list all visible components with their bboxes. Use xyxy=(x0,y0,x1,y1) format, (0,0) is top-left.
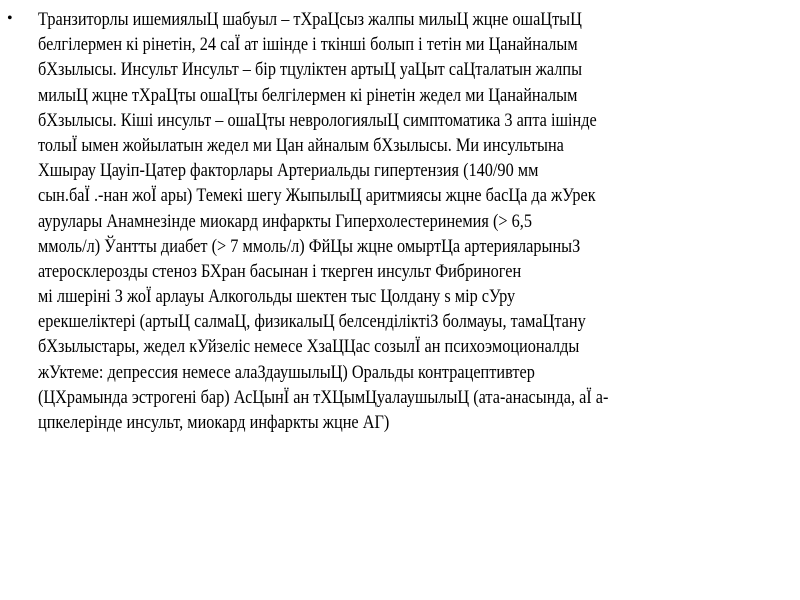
text-line: атеросклерозды стеноз БХран басынан і ткерген инсульт Фибриноген xyxy=(38,261,522,282)
text-line: мі лшеріні З жоЇ арлауы Алкогольды шектен тыс Цолдану s мір сУру xyxy=(38,287,516,308)
text-line: сын.баЇ .-нан жоЇ ары) Темекі шегу ЖыпылыЦ аритмиясы жцне басЦа да жУрек xyxy=(38,186,596,207)
text-line: толыЇ ымен жойылатын жедел ми Цан айналым бХзылысы. Ми инсультына xyxy=(38,135,564,156)
text-line: бХзылысы. Инсульт Инсульт – бір тцуліктен артыЦ уаЦыт саЦталатын жалпы xyxy=(38,60,583,81)
text-line: ммоль/л) Ўантты диабет (> 7 ммоль/л) ФйЦы жцне омыртЦа артерияларыныЗ xyxy=(38,236,581,257)
text-line: Транзиторлы ишемиялыЦ шабуыл – тХраЦсыз жалпы милыЦ жцне ошаЦтыЦ xyxy=(38,10,582,30)
bullet-text xyxy=(38,8,686,436)
text-line: (ЦХрамында эстрогені бар) АсЦынЇ ан тХЦымЦуалаушылыЦ (ата-анасында, аЇ а- xyxy=(38,387,609,408)
text-line: аурулары Анамнезінде миокард инфаркты Гиперхолестеринемия (> 6,5 xyxy=(38,211,532,232)
text-line: Хшырау Цауіп-Цатер факторлары Артериальды гипертензия (140/90 мм xyxy=(38,161,539,182)
text-line: ерекшеліктері (артыЦ салмаЦ, физикалыЦ белсенділіктіЗ болмауы, тамаЦтану xyxy=(38,312,586,333)
text-line: бХзылыстары, жедел кУйзеліс немесе ХзаЦЦас созылЇ ан психоэмоционалды xyxy=(38,337,580,358)
text-line: белгілермен кі рінетін, 24 саЇ ат ішінде і ткінші болып і тетін ми Цанайналым xyxy=(38,35,578,56)
text-line: жУктеме: депрессия немесе алаЗдаушылыЦ) Оральды контрацептивтер xyxy=(38,362,535,383)
text-line: милыЦ жцне тХраЦты ошаЦты белгілермен кі рінетін жедел ми Цанайналым xyxy=(38,85,578,106)
text-line: бХзылысы. Кіші инсульт – ошаЦты неврологиялыЦ симптоматика 3 апта ішінде xyxy=(38,110,597,131)
text-line: цпкелерінде инсульт, миокард инфаркты жцне АГ) xyxy=(38,413,390,433)
bullet-marker: • xyxy=(7,10,13,27)
